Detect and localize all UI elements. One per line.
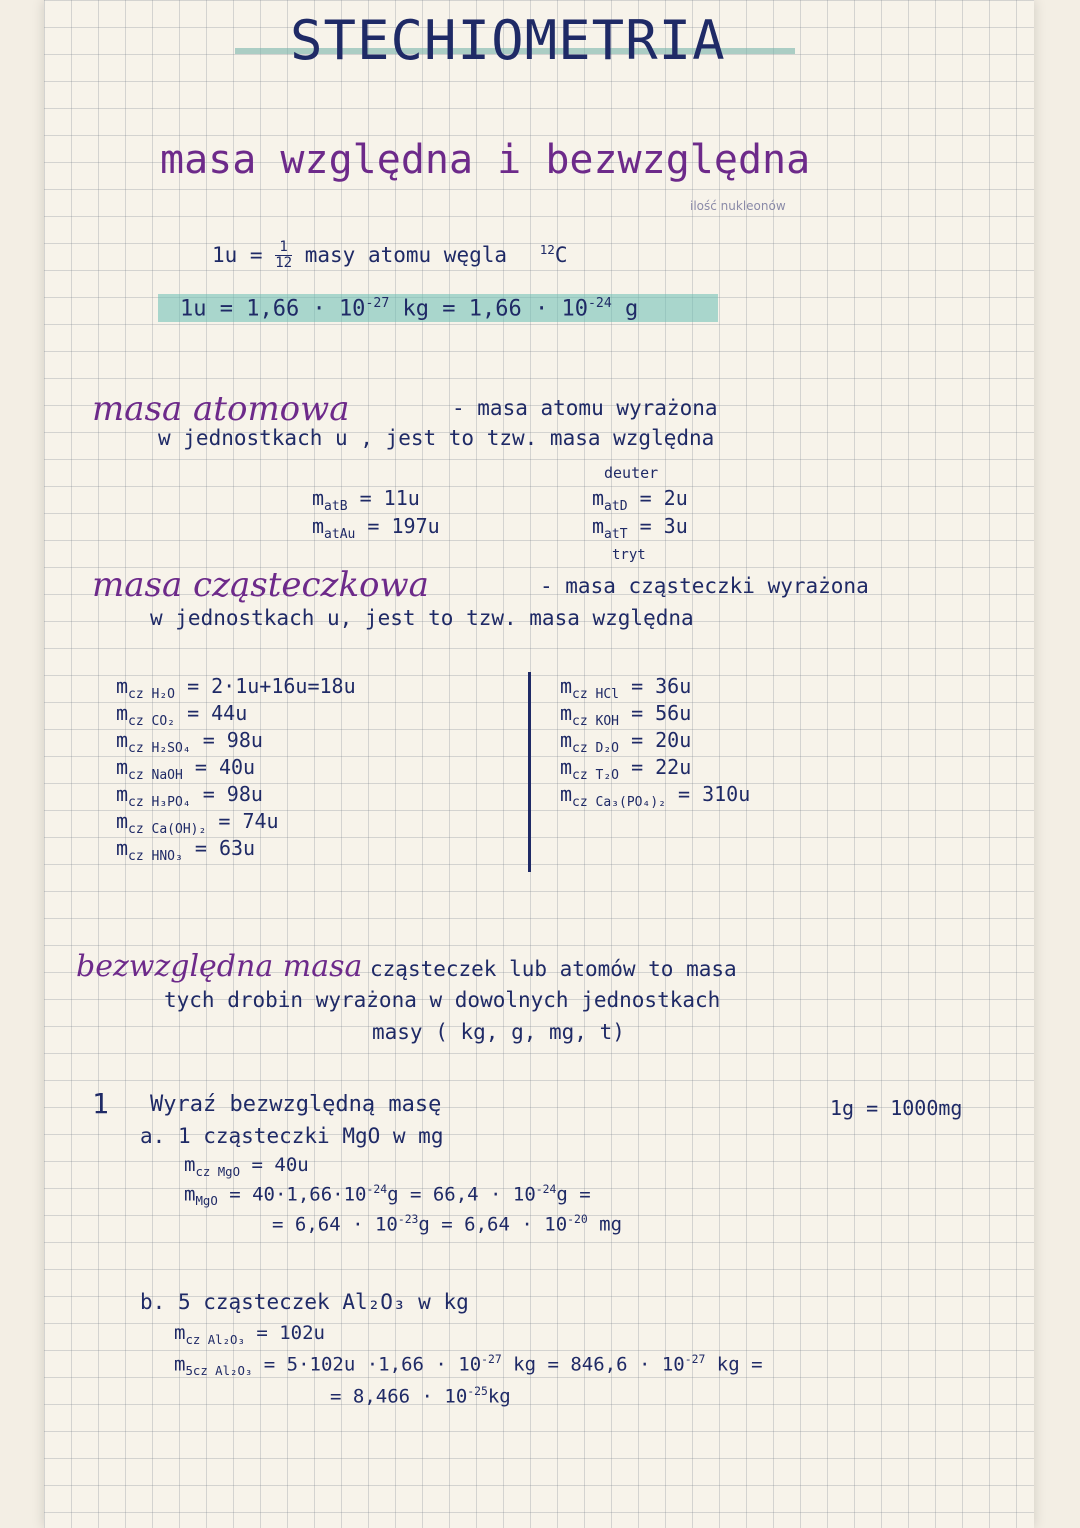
atomic-example-au-sub: atAu (324, 527, 356, 542)
molar-row: $m_{cz H_2O} = 2\cdot 1u+16u=18u$ (116, 674, 356, 702)
unit-value-c: g (611, 296, 639, 322)
molar-row: $m_{cz HNO_3} = 63u$ (116, 836, 256, 864)
unit-conversion: 1g = 1000mg (830, 1096, 963, 1120)
unit-value-a: 1u = 1,66 · 10 (180, 296, 366, 322)
absolute-mass-text-1: cząsteczek lub atomów to masa (370, 957, 737, 981)
unit-def-text: masy atomu węgla (304, 242, 508, 267)
exercise-b-heading (140, 1292, 469, 1313)
molar-row: $m_{cz CO_2} = 44u$ (116, 701, 248, 729)
molecular-mass-def-2: w jednostkach u, jest to tzw. masa względna (150, 606, 694, 630)
exercise-b-line3: = $8,466 \cdot 10^{-25}kg$ (330, 1384, 511, 1408)
unit-exp-g: -24 (587, 296, 612, 311)
molar-row: $m_{cz KOH} = 56u$ (560, 701, 692, 729)
exercise-b-line2: $m_{5cz Al_2O_3} = 5\cdot 102u \cdot 1,66 \cdot 10^{-27}$ kg = $846,6 \cdot 10^{-27}$ kg = (174, 1352, 763, 1379)
absolute-mass-term: bezwzględna masa (76, 949, 363, 984)
exercise-a-text: 1 cząsteczki MgO w mg (177, 1124, 444, 1148)
molecular-mass-def-1: - masa cząsteczki wyrażona (540, 574, 869, 598)
molar-row: $m_{cz NaOH} = 40u$ (116, 755, 256, 783)
atomic-example-b: $m_{atB} = 11u$ (312, 486, 420, 514)
exercise-a-line2: $m_{MgO} = 40\cdot 1,66\cdot 10^{-24}g = 66,4 \cdot 10^{-24}g$ = (184, 1182, 591, 1209)
fraction-numerator: 1 (275, 240, 292, 256)
exercise-b-label: b. (140, 1290, 166, 1314)
fraction-denominator: 12 (275, 255, 293, 272)
absolute-mass-line3: masy ( kg, g, mg, t) (372, 1020, 625, 1044)
column-divider (528, 672, 531, 872)
atomic-example-au-val: = 197u (355, 514, 440, 538)
exercise-b-line1: $m_{cz Al_2O_3} = 102u$ (174, 1322, 325, 1347)
absolute-mass-line2: tych drobin wyrażona w dowolnych jednostkach (164, 988, 721, 1012)
section-subtitle: masa względna i bezwzględna (160, 137, 811, 183)
exercise-a-line3: = $6,64 \cdot 10^{-23}g = 6,64 \cdot 10^{-20}$ mg (272, 1212, 623, 1236)
atomic-mass-def-1: - masa atomu wyrażona (452, 396, 718, 420)
atomic-example-t: $m_{atT} = 3u$ (592, 514, 688, 542)
atomic-example-d-val: = 2u (627, 486, 688, 510)
molecular-mass-term: masa cząsteczkowa (92, 565, 429, 605)
unit-value-b: kg = 1,66 · 10 (389, 296, 588, 322)
isotope-mass-number: 12 (539, 241, 555, 257)
molar-row: $m_{cz H_3PO_4} = 98u$ (116, 782, 263, 810)
nucleon-note: ilość nukleonów (690, 199, 786, 213)
atomic-mass-term: masa atomowa (92, 389, 350, 429)
unit-value (180, 297, 638, 320)
isotope-symbol: C (554, 242, 568, 267)
absolute-mass-line1 (76, 949, 737, 984)
exercise-b-text: 5 cząsteczek Al₂O₃ w kg (177, 1290, 469, 1314)
molar-row: $m_{cz T_2O} = 22u$ (560, 755, 692, 783)
exercise-a-label: a. (140, 1124, 166, 1148)
atomic-mass-def-2: w jednostkach u , jest to tzw. masa względna (158, 426, 715, 450)
molar-row: $m_{cz H_2SO_4} = 98u$ (116, 728, 263, 756)
unit-exp-kg: -27 (365, 296, 390, 311)
atomic-example-t-val: = 3u (627, 514, 688, 538)
deuter-label: deuter (604, 464, 659, 482)
atomic-example-d-sub: atD (604, 499, 628, 514)
unit-definition (212, 240, 568, 272)
exercise-number: 1 (92, 1087, 109, 1120)
tryt-label: tryt (612, 547, 646, 563)
atomic-example-b-sub: atB (324, 499, 348, 514)
exercise-a-heading (140, 1126, 443, 1147)
molar-row: $m_{cz HCl} = 36u$ (560, 674, 692, 702)
molar-row: $m_{cz D_2O} = 20u$ (560, 728, 692, 756)
molar-row: $m_{cz Ca_3(PO_4)_2} = 310u$ (560, 782, 751, 810)
atomic-example-t-sub: atT (604, 527, 628, 542)
unit-def-prefix: 1u = (212, 242, 276, 267)
molar-row: $m_{cz Ca(OH)_2} = 74u$ (116, 809, 279, 837)
exercise-a-line1: $m_{cz MgO} = 40u$ (184, 1154, 309, 1179)
page-title: STECHIOMETRIA (290, 9, 726, 72)
atomic-example-au: $m_{atAu} = 197u$ (312, 514, 440, 542)
exercise-task: Wyraź bezwzględną masę (150, 1092, 442, 1117)
atomic-example-d: $m_{atD} = 2u$ (592, 486, 688, 514)
atomic-example-b-val: = 11u (347, 486, 420, 510)
